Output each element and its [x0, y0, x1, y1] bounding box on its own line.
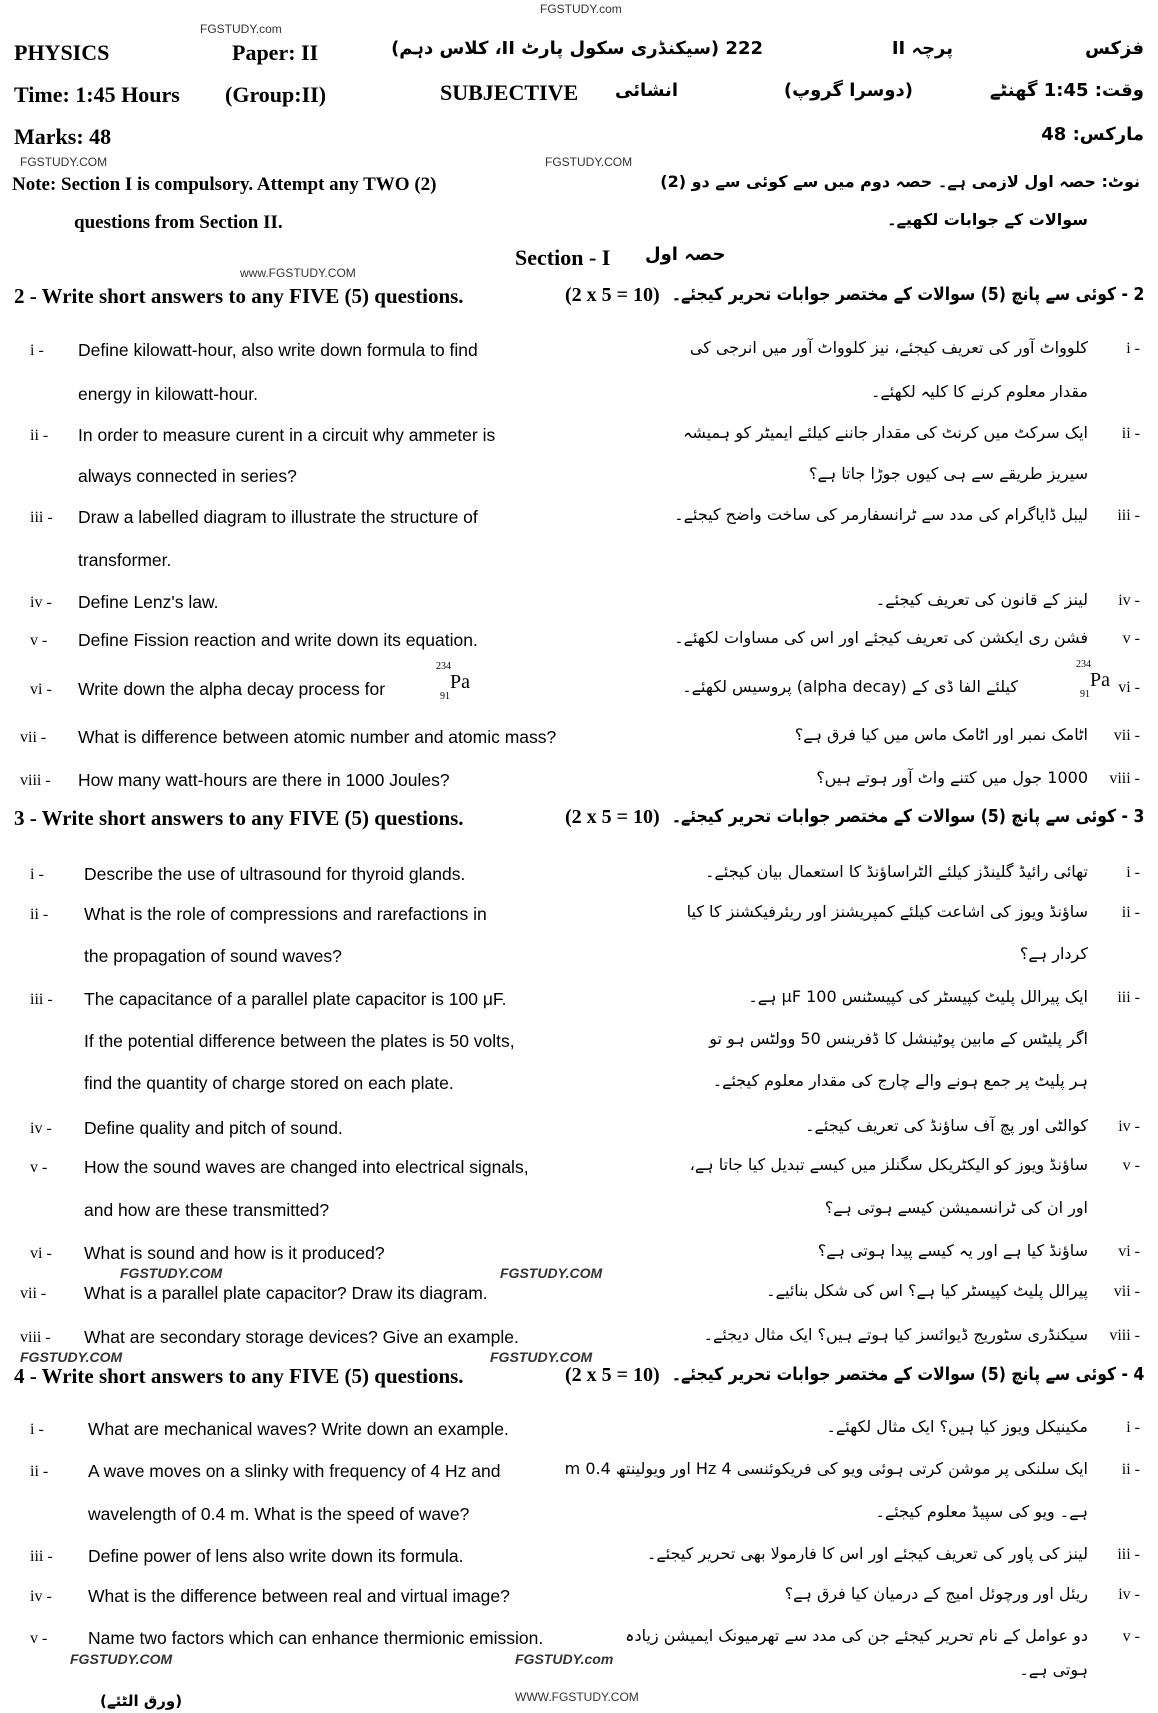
- item-text-ur: مقدار معلوم کرنے کا کلیہ لکھئے۔: [871, 382, 1088, 401]
- item-number-ur: vii -: [1113, 1283, 1140, 1300]
- item-number-ur: ii -: [1121, 904, 1140, 921]
- item-text-en: How the sound waves are changed into electrical signals,: [84, 1157, 529, 1177]
- item-text-ur: ایک سرکٹ میں کرنٹ کی مقدار جاننے کیلئے ایمیٹر کو ہمیشہ: [683, 423, 1088, 442]
- item-text-ur: کردار ہے؟: [1019, 944, 1088, 963]
- item-text-ur: ہے۔ ویو کی سپیڈ معلوم کیجئے۔: [875, 1502, 1088, 1521]
- item-number-en: i -: [30, 866, 44, 883]
- item-number-en: v -: [30, 632, 48, 649]
- item-number-ur: v -: [1122, 1628, 1140, 1645]
- item-number-ur: v -: [1122, 1157, 1140, 1174]
- nuclide-element: Pa: [1090, 669, 1110, 691]
- item-number-ur: v -: [1122, 630, 1140, 647]
- question-heading-ur: 2 - کوئی سے پانچ (5) سوالات کے مختصر جوابات تحریر کیجئے۔: [671, 284, 1144, 305]
- item-number-ur: vi -: [1118, 679, 1140, 696]
- note-ur-line1: نوٹ: حصہ اول لازمی ہے۔ حصہ دوم میں سے کوئی سے دو (2): [660, 172, 1140, 191]
- turn-over-note: (ورق الٹئے): [100, 1692, 183, 1710]
- item-text-ur: سیریز طریقے سے ہی کیوں جوڑا جاتا ہے؟: [808, 464, 1088, 483]
- item-text-en: energy in kilowatt-hour.: [78, 384, 258, 404]
- item-text-ur: پیرالل پلیٹ کپیسٹر کیا ہے؟ اس کی شکل بنائیے۔: [766, 1281, 1088, 1300]
- item-number-en: v -: [30, 1159, 48, 1176]
- question-marks: (2 x 5 = 10): [565, 284, 660, 306]
- nuclide-element: Pa: [450, 671, 470, 693]
- item-text-ur: کلوواٹ آور کی تعریف کیجئے، نیز کلوواٹ آور میں انرجی کی: [689, 338, 1088, 357]
- item-number-ur: iv -: [1118, 1586, 1140, 1603]
- fgstudy-watermark: FGSTUDY.com: [200, 22, 282, 36]
- type-ur: انشائی: [615, 80, 678, 101]
- item-text-en: transformer.: [78, 550, 172, 570]
- item-text-ur: ساؤنڈ ویوز کی اشاعت کیلئے کمپریشنز اور ریئرفیکشنز کا کیا: [686, 902, 1088, 921]
- item-text-ur: ہوتی ہے۔: [1019, 1660, 1088, 1679]
- nuclide-symbol: [436, 661, 470, 702]
- item-text-ur: لیبل ڈایاگرام کی مدد سے ٹرانسفارمر کی ساخت واضح کیجئے۔: [674, 505, 1088, 524]
- fgstudy-watermark: FGSTUDY.COM: [20, 155, 108, 169]
- nuclide-atomic-number: 91: [440, 691, 450, 702]
- item-text-en: the propagation of sound waves?: [84, 946, 342, 966]
- item-number-ur: viii -: [1109, 770, 1140, 787]
- question-marks: (2 x 5 = 10): [565, 806, 660, 828]
- item-text-ur: لینز کی پاور کی تعریف کیجئے اور اس کا فارمولا بھی تحریر کیجئے۔: [646, 1544, 1088, 1563]
- item-number-ur: iii -: [1117, 989, 1140, 1006]
- fgstudy-watermark: www.FGSTUDY.COM: [240, 266, 356, 280]
- fgstudy-watermark: FGSTUDY.COM: [490, 1349, 593, 1365]
- item-text-ur: سیکنڈری سٹوریج ڈیوائسز کیا ہوتے ہیں؟ ایک مثال دیجئے۔: [703, 1325, 1088, 1344]
- item-number-ur: i -: [1126, 864, 1140, 881]
- item-text-ur: اگر پلیٹس کے مابین پوٹینشل کا ڈفرینس 50 وولٹس ہو تو: [709, 1029, 1088, 1048]
- item-text-en: Define power of lens also write down its formula.: [88, 1546, 464, 1566]
- question-heading-ur: 3 - کوئی سے پانچ (5) سوالات کے مختصر جوابات تحریر کیجئے۔: [671, 806, 1144, 827]
- item-text-en: How many watt-hours are there in 1000 Joules?: [78, 770, 450, 790]
- fgstudy-watermark: FGSTUDY.COM: [20, 1349, 123, 1365]
- item-text-ur: ایک پیرالل پلیٹ کپیسٹر کی کپیسٹنس 100 μF ہے۔: [748, 987, 1088, 1006]
- question-heading-ur: 4 - کوئی سے پانچ (5) سوالات کے مختصر جوابات تحریر کیجئے۔: [671, 1364, 1144, 1385]
- note-ur-line2: سوالات کے جوابات لکھیے۔: [887, 210, 1088, 229]
- item-text-en: What is the role of compressions and rarefactions in: [84, 904, 487, 924]
- note-en-line1: Note: Section I is compulsory. Attempt any TWO (2): [12, 174, 437, 195]
- item-number-ur: iii -: [1117, 507, 1140, 524]
- item-number-en: v -: [30, 1630, 48, 1647]
- item-number-en: iii -: [30, 509, 53, 526]
- item-text-ur: ایک سلنکی پر موشن کرتی ہوئی ویو کی فریکوئنسی 4 Hz اور ویولینتھ 0.4 m: [564, 1459, 1088, 1478]
- item-text-en: In order to measure curent in a circuit why ammeter is: [78, 425, 496, 445]
- question-marks: (2 x 5 = 10): [565, 1364, 660, 1386]
- item-text-en: Define kilowatt-hour, also write down formula to find: [78, 340, 478, 360]
- item-number-ur: i -: [1126, 1419, 1140, 1436]
- item-number-en: vi -: [30, 681, 52, 698]
- nuclide-symbol: [1076, 659, 1110, 700]
- question-heading-en: 4 - Write short answers to any FIVE (5) questions.: [14, 1364, 464, 1388]
- item-number-en: iv -: [30, 1588, 52, 1605]
- item-number-ur: ii -: [1121, 425, 1140, 442]
- item-number-ur: i -: [1126, 340, 1140, 357]
- item-number-ur: iv -: [1118, 1118, 1140, 1135]
- item-text-en: Write down the alpha decay process for: [78, 679, 386, 699]
- item-text-en: The capacitance of a parallel plate capacitor is 100 μF.: [84, 989, 507, 1009]
- item-number-en: i -: [30, 342, 44, 359]
- item-number-en: vii -: [20, 1285, 47, 1302]
- section-title-en: Section - I: [515, 245, 611, 270]
- item-number-ur: iii -: [1117, 1546, 1140, 1563]
- fgstudy-watermark: FGSTUDY.COM: [545, 155, 633, 169]
- item-text-en: always connected in series?: [78, 466, 297, 486]
- item-text-en: Describe the use of ultrasound for thyroid glands.: [84, 864, 466, 884]
- item-number-en: iii -: [30, 991, 53, 1008]
- marks-ur: مارکس: 48: [1041, 124, 1144, 145]
- footer-site: WWW.FGSTUDY.COM: [515, 1690, 639, 1704]
- item-number-en: ii -: [30, 906, 49, 923]
- item-text-ur: مکینیکل ویوز کیا ہیں؟ ایک مثال لکھئے۔: [826, 1417, 1088, 1436]
- item-text-ur: کیلئے الفا ڈی کے (alpha decay) پروسیس لکھئے۔: [682, 677, 1018, 696]
- item-text-ur: ساؤنڈ کیا ہے اور یہ کیسے پیدا ہوتی ہے؟: [817, 1241, 1088, 1260]
- item-number-en: ii -: [30, 427, 49, 444]
- subject-en: PHYSICS: [14, 40, 110, 65]
- nuclide-mass-number: 234: [1076, 659, 1091, 670]
- group-ur: (دوسرا گروپ): [783, 80, 913, 101]
- item-text-en: If the potential difference between the plates is 50 volts,: [84, 1031, 515, 1051]
- item-number-ur: ii -: [1121, 1461, 1140, 1478]
- item-text-en: find the quantity of charge stored on each plate.: [84, 1073, 454, 1093]
- item-number-en: vii -: [20, 729, 47, 746]
- item-text-en: Define Fission reaction and write down its equation.: [78, 630, 478, 650]
- question-heading-en: 2 - Write short answers to any FIVE (5) questions.: [14, 284, 464, 308]
- time-ur: وقت: 1:45 گھنٹے: [989, 80, 1144, 101]
- group-en: (Group:II): [225, 82, 327, 107]
- item-text-en: What are mechanical waves? Write down an example.: [88, 1419, 509, 1439]
- item-number-ur: iv -: [1118, 592, 1140, 609]
- item-text-ur: دو عوامل کے نام تحریر کیجئے جن کی مدد سے تھرمیونک ایمیشن زیادہ: [625, 1626, 1088, 1645]
- item-text-ur: تھائی رائیڈ گلینڈز کیلئے الٹراساؤنڈ کا استعمال بیان کیجئے۔: [705, 862, 1088, 881]
- item-text-en: Draw a labelled diagram to illustrate the structure of: [78, 507, 478, 527]
- item-number-ur: vi -: [1118, 1243, 1140, 1260]
- fgstudy-watermark: FGSTUDY.COM: [70, 1651, 173, 1667]
- item-text-en: What is the difference between real and virtual image?: [88, 1586, 510, 1606]
- item-text-ur: فشن ری ایکشن کی تعریف کیجئے اور اس کی مساوات لکھئے۔: [674, 628, 1088, 647]
- item-text-en: A wave moves on a slinky with frequency of 4 Hz and: [88, 1461, 501, 1481]
- item-text-ur: ساؤنڈ ویوز کو الیکٹریکل سگنلز میں کیسے تبدیل کیا جاتا ہے،: [689, 1155, 1088, 1174]
- item-number-en: ii -: [30, 1463, 49, 1480]
- item-text-en: Define quality and pitch of sound.: [84, 1118, 343, 1138]
- item-number-ur: vii -: [1113, 727, 1140, 744]
- fgstudy-watermark: FGSTUDY.com: [515, 1651, 614, 1667]
- item-text-en: What is difference between atomic number and atomic mass?: [78, 727, 557, 747]
- item-text-ur: ہر پلیٹ پر جمع ہونے والے چارج کی مقدار معلوم کیجئے۔: [712, 1071, 1088, 1090]
- item-text-en: wavelength of 0.4 m. What is the speed of wave?: [88, 1504, 470, 1524]
- section-title-ur: حصہ اول: [645, 244, 726, 265]
- question-heading-en: 3 - Write short answers to any FIVE (5) questions.: [14, 806, 464, 830]
- item-number-en: i -: [30, 1421, 44, 1438]
- item-text-ur: ریئل اور ورچوئل امیج کے درمیان کیا فرق ہے؟: [784, 1584, 1088, 1603]
- fgstudy-watermark: FGSTUDY.COM: [120, 1265, 223, 1281]
- item-number-en: viii -: [20, 1329, 51, 1346]
- item-text-ur: اور ان کی ٹرانسمیشن کیسے ہوتی ہے؟: [824, 1198, 1088, 1217]
- type-en: SUBJECTIVE: [440, 80, 579, 105]
- item-text-en: What is sound and how is it produced?: [84, 1243, 385, 1263]
- item-text-ur: اٹامک نمبر اور اٹامک ماس میں کیا فرق ہے؟: [794, 725, 1088, 744]
- item-text-en: Define Lenz's law.: [78, 592, 219, 612]
- item-number-ur: viii -: [1109, 1327, 1140, 1344]
- site-header-watermark: FGSTUDY.com: [540, 2, 622, 16]
- item-number-en: iv -: [30, 594, 52, 611]
- note-en-line2: questions from Section II.: [74, 212, 283, 233]
- fgstudy-watermark: FGSTUDY.COM: [500, 1265, 603, 1281]
- item-text-ur: کوالٹی اور پچ آف ساؤنڈ کی تعریف کیجئے۔: [805, 1116, 1088, 1135]
- paper-en: Paper: II: [232, 40, 319, 65]
- item-number-en: viii -: [20, 772, 51, 789]
- item-number-en: vi -: [30, 1245, 52, 1262]
- paper-ur: پرچہ II: [891, 38, 953, 59]
- item-text-en: Name two factors which can enhance thermionic emission.: [88, 1628, 544, 1648]
- item-text-en: What is a parallel plate capacitor? Draw its diagram.: [84, 1283, 488, 1303]
- item-text-en: and how are these transmitted?: [84, 1200, 330, 1220]
- item-number-en: iii -: [30, 1548, 53, 1565]
- nuclide-mass-number: 234: [436, 661, 451, 672]
- item-text-ur: 1000 جول میں کتنے واٹ آور ہوتے ہیں؟: [816, 768, 1088, 787]
- nuclide-atomic-number: 91: [1080, 689, 1090, 700]
- marks-en: Marks: 48: [14, 124, 112, 149]
- subject-ur: فزکس: [1085, 38, 1144, 59]
- item-text-ur: لینز کے قانون کی تعریف کیجئے۔: [875, 590, 1088, 609]
- item-number-en: iv -: [30, 1120, 52, 1137]
- item-text-en: What are secondary storage devices? Give an example.: [84, 1327, 519, 1347]
- paper-code-ur: 222 (سیکنڈری سکول پارٹ II، کلاس دہم): [391, 38, 763, 59]
- time-en: Time: 1:45 Hours: [14, 82, 180, 107]
